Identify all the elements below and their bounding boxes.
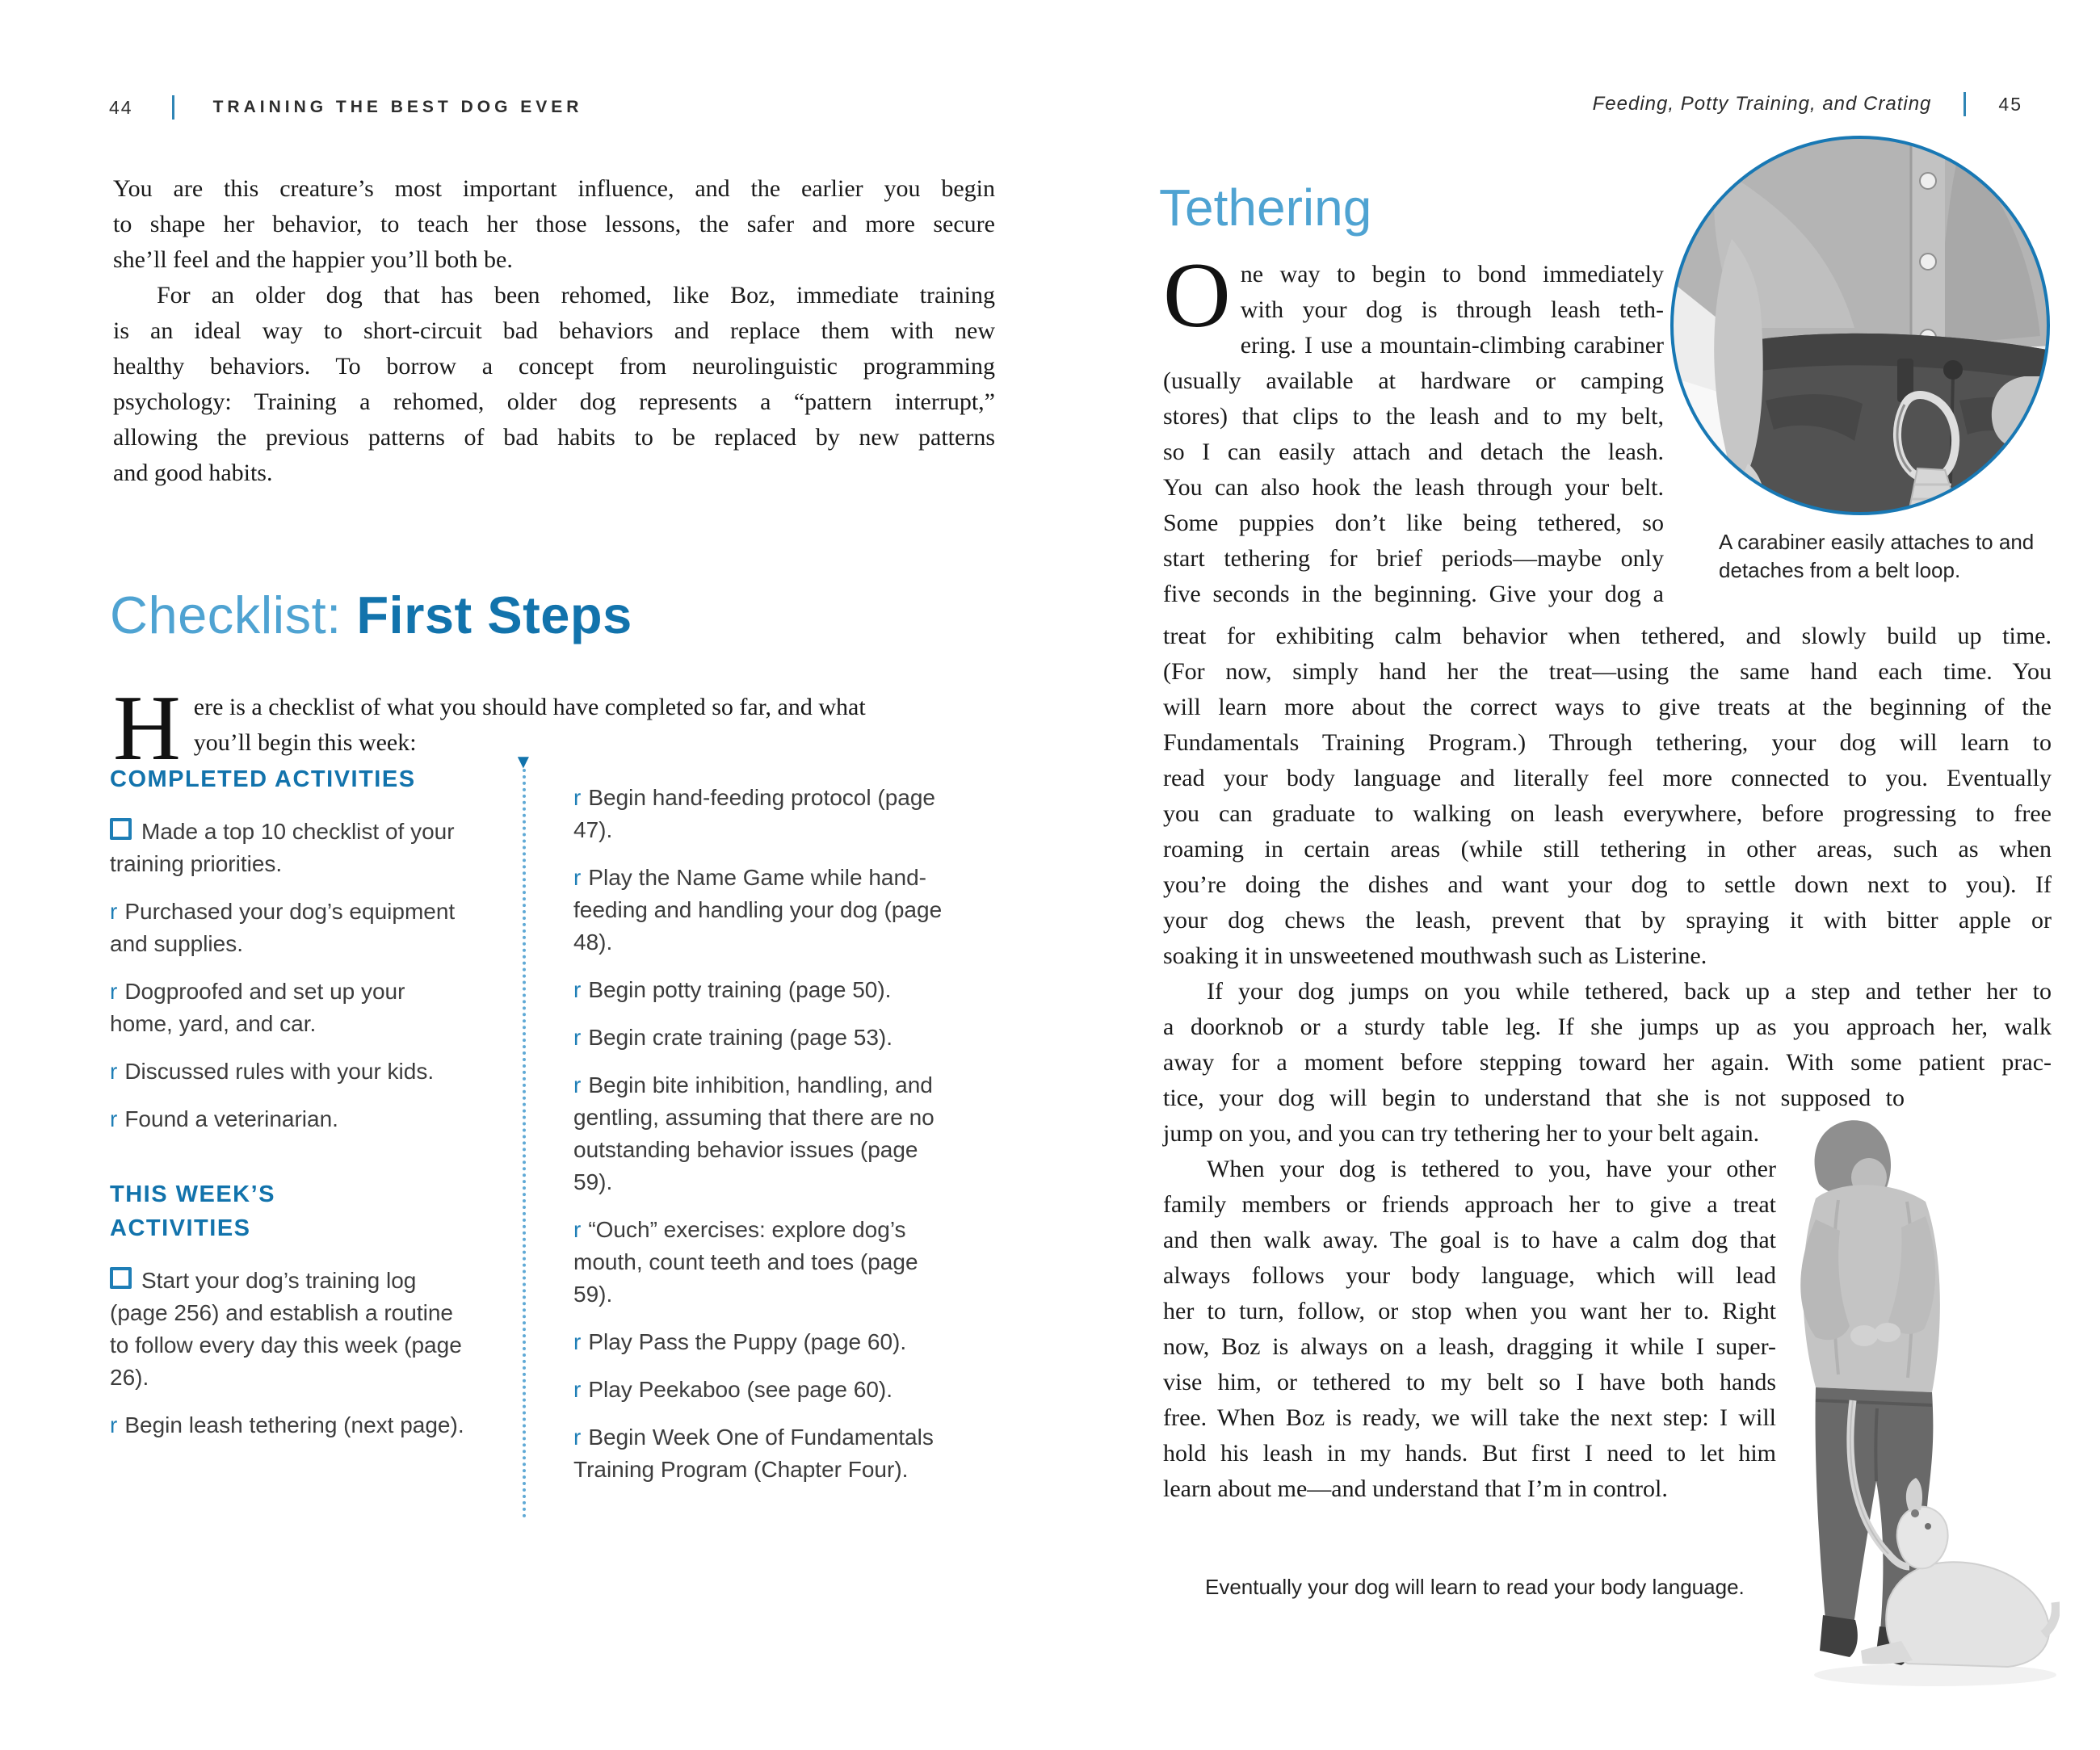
text-line: you’re doing the dishes and want your dog to settle down next to you). If xyxy=(1163,871,2052,898)
text-line: treat for exhibiting calm behavior when tethered, and slowly build up time. xyxy=(1163,623,2052,649)
text-line: family members or friends approach her to give a treat xyxy=(1163,1191,1776,1218)
checklist-item xyxy=(573,1421,956,1486)
checklist-item-text: “Ouch” exercises: explore dog’s mouth, count teeth and toes (page 59). xyxy=(573,1217,918,1307)
text-line: her to turn, follow, or stop when you want her to. Right xyxy=(1163,1298,1776,1324)
checklist-item-text: Play Peekaboo (see page 60). xyxy=(588,1377,893,1402)
heading-kicker: Checklist: xyxy=(110,585,342,644)
tethering-section-heading: Tethering xyxy=(1159,178,1372,237)
completed-activities-list xyxy=(110,816,470,1135)
text-line: hold his leash in my hands. But first I need to let him xyxy=(1163,1440,1776,1467)
checklist-item-text: Play Pass the Puppy (page 60). xyxy=(588,1329,907,1354)
text-line: you can graduate to walking on leash everywhere, before progressing to free xyxy=(1163,800,2052,827)
text-line: to shape her behavior, to teach her those lessons, the safer and more secure xyxy=(113,211,995,237)
text-line: allowing the previous patterns of bad habits to be replaced by new patterns xyxy=(113,424,995,451)
checklist-item-text: Begin Week One of Fundamentals Training Program (Chapter Four). xyxy=(573,1425,934,1482)
text-line: THIS WEEK’S xyxy=(110,1181,276,1207)
checklist-bullet-icon: r xyxy=(573,785,582,810)
text-line: vise him, or tethered to my belt so I have both hands xyxy=(1163,1369,1776,1395)
right-running-head: Feeding, Potty Training, and Crating xyxy=(1592,93,1932,115)
checklist-bullet-icon: r xyxy=(110,1059,118,1084)
text-line: with your dog is through leash teth- xyxy=(1240,296,1664,323)
text-line: ere is a checklist of what you should have completed so far, and what xyxy=(193,694,866,720)
text-line: learn about me—and understand that I’m in control. xyxy=(1163,1475,1668,1502)
header-divider-bar xyxy=(172,95,174,120)
text-line: roaming in certain areas (while still tethering in other areas, such as when xyxy=(1163,836,2052,862)
checklist-item-text: Begin crate training (page 53). xyxy=(588,1025,893,1050)
paragraph xyxy=(1163,244,1664,612)
checklist-item xyxy=(573,862,956,959)
text-line: psychology: Training a rehomed, older dog represents a “pattern interrupt,” xyxy=(113,388,995,415)
text-line: If your dog jumps on you while tethered, back up a step and tether her to xyxy=(1207,978,2052,1005)
checklist-bullet-icon: r xyxy=(573,1072,582,1097)
checklist-bullet-icon: r xyxy=(573,1217,582,1242)
checklist-item xyxy=(110,1265,470,1394)
checklist-item xyxy=(573,1374,956,1406)
checklist-item xyxy=(110,1409,470,1442)
text-line: stores) that clips to the leash and to my belt, xyxy=(1163,403,1664,430)
text-line: so I can easily attach and detach the leash. xyxy=(1163,439,1664,465)
checklist-item xyxy=(110,816,470,880)
text-line: will learn more about the correct ways to give treats at the beginning of the xyxy=(1163,694,2052,720)
checklist-bullet-icon: r xyxy=(573,865,582,890)
text-line: you’ll begin this week: xyxy=(193,729,417,756)
text-line: For an older dog that has been rehomed, like Boz, immediate training xyxy=(157,282,995,308)
checklist-item xyxy=(573,1214,956,1311)
checklist-item xyxy=(110,976,470,1040)
checklist-item xyxy=(573,1326,956,1358)
checklist-right-column xyxy=(573,782,956,1501)
text-line: free. When Boz is ready, we will take the next step: I will xyxy=(1163,1404,1776,1431)
left-page-number: 44 xyxy=(109,96,133,118)
paragraph xyxy=(113,690,995,761)
paragraph xyxy=(113,278,995,491)
text-line: When your dog is tethered to you, have your other xyxy=(1207,1156,1776,1182)
checklist-item-text: Dogproofed and set up your home, yard, and car. xyxy=(110,979,405,1036)
paragraph xyxy=(113,171,995,278)
this-weeks-activities-heading xyxy=(110,1177,470,1245)
this-weeks-activities-list xyxy=(110,1265,470,1442)
checklist-bullet-icon: r xyxy=(110,979,118,1004)
left-intro-paragraphs xyxy=(113,171,995,491)
divider-triangle-icon: ▼ xyxy=(514,751,533,773)
checklist-item-text: Begin leash tethering (next page). xyxy=(124,1412,464,1437)
checklist-item-text: Play the Name Game while hand-feeding and handling your dog (page 48). xyxy=(573,865,943,955)
checklist-column-divider xyxy=(514,751,533,1518)
checklist-item xyxy=(110,1103,470,1135)
left-page-header xyxy=(109,95,582,120)
text-line: your dog chews the leash, prevent that by spraying it with bitter apple or xyxy=(1163,907,2052,934)
checklist-item-text: Begin potty training (page 50). xyxy=(588,977,892,1002)
checklist-item xyxy=(573,1069,956,1198)
checklist-item xyxy=(573,782,956,846)
checklist-item xyxy=(110,896,470,960)
header-divider-bar xyxy=(1964,92,1966,116)
text-line: tice, your dog will begin to understand that she is not supposed to xyxy=(1163,1085,1905,1111)
bottom-photo-caption: Eventually your dog will learn to read your body language. xyxy=(1205,1575,1745,1599)
text-line: and good habits. xyxy=(113,460,273,486)
text-line: (usually available at hardware or camping xyxy=(1163,367,1664,394)
text-line: start tethering for brief periods—maybe only xyxy=(1163,545,1664,572)
tethering-paragraph-1 xyxy=(1163,244,1664,612)
right-page-number: 45 xyxy=(1998,93,2022,115)
text-line: and then walk away. The goal is to have a calm dog that xyxy=(1163,1227,1776,1253)
checklist-bullet-icon: r xyxy=(110,1106,118,1131)
text-line: Some puppies don’t like being tethered, so xyxy=(1163,510,1664,536)
checklist-item-text: Found a veterinarian. xyxy=(124,1106,338,1131)
checklist-bullet-icon: r xyxy=(573,1377,582,1402)
text-line: away for a moment before stepping toward her again. With some patient prac- xyxy=(1163,1049,2052,1076)
completed-activities-heading: COMPLETED ACTIVITIES xyxy=(110,766,416,792)
checklist-bullet-icon: r xyxy=(573,1329,582,1354)
text-line: read your body language and literally feel more connected to you. Eventually xyxy=(1163,765,2052,791)
dropcap-o: O xyxy=(1163,244,1231,347)
carabiner-belt-photo xyxy=(1669,134,2052,517)
tethering-paragraph-narrow-width xyxy=(1163,1152,1776,1507)
checklist-left-column xyxy=(110,762,470,1457)
tethering-paragraph-full-width xyxy=(1163,619,2052,1081)
checklist-bullet-icon: r xyxy=(573,1025,582,1050)
text-line: always follows your body language, which will lead xyxy=(1163,1262,1776,1289)
text-line: jump on you, and you can try tethering her to your belt again. xyxy=(1163,1120,1760,1147)
text-line: soaking it in unsweetened mouthwash such as Listerine. xyxy=(1163,942,1707,969)
text-line: You can also hook the leash through your belt. xyxy=(1163,474,1664,501)
text-line: ne way to begin to bond immediately xyxy=(1240,261,1664,287)
checklist-item xyxy=(110,1055,470,1088)
text-line: Fundamentals Training Program.) Through tethering, your dog will learn to xyxy=(1163,729,2052,756)
text-line: a doorknob or a sturdy table leg. If she jumps up as you approach her, walk xyxy=(1163,1013,2052,1040)
carabiner-photo-caption: A carabiner easily attaches to and detaches from a belt loop. xyxy=(1719,530,2035,582)
checklist-section-heading xyxy=(110,585,632,645)
checklist-item-text: Discussed rules with your kids. xyxy=(124,1059,435,1084)
checklist-item-text: Begin hand-feeding protocol (page 47). xyxy=(573,785,935,842)
text-line: healthy behaviors. To borrow a concept from neurolinguistic programming xyxy=(113,353,995,380)
checklist-bullet-icon: r xyxy=(110,1412,118,1437)
text-line: (For now, simply hand her the treat—using the same hand each time. You xyxy=(1163,658,2052,685)
left-running-head: TRAINING THE BEST DOG EVER xyxy=(212,98,583,116)
text-line: ACTIVITIES xyxy=(110,1215,251,1241)
checklist-bullet-icon xyxy=(110,818,132,840)
checklist-bullet-icon xyxy=(110,1267,132,1289)
text-line: now, Boz is always on a leash, dragging it while I super- xyxy=(1163,1333,1776,1360)
checklist-item xyxy=(573,1022,956,1054)
woman-and-dog-photo xyxy=(1741,1116,2060,1693)
checklist-bullet-icon: r xyxy=(573,1425,582,1450)
text-line: five seconds in the beginning. Give your dog a xyxy=(1163,581,1664,607)
text-line: You are this creature’s most important influence, and the earlier you begin xyxy=(113,175,995,202)
checklist-bullet-icon: r xyxy=(110,899,118,924)
checklist-item xyxy=(573,974,956,1006)
text-line: is an ideal way to short-circuit bad behaviors and replace them with new xyxy=(113,317,995,344)
heading-title: First Steps xyxy=(356,585,632,644)
text-line: she’ll feel and the happier you’ll both be. xyxy=(113,246,513,273)
checklist-bullet-icon: r xyxy=(573,977,582,1002)
checklist-item-text: Purchased your dog’s equipment and supplies. xyxy=(110,899,456,956)
checklist-item-text: Start your dog’s training log (page 256) and establish a routine to follow every day this week (page 26). xyxy=(110,1268,462,1390)
checklist-item-text: Begin bite inhibition, handling, and gentling, assuming that there are no outstanding behavior issues (page 59). xyxy=(573,1072,934,1194)
right-page-header xyxy=(1483,92,2022,116)
dropcap-h: H xyxy=(113,677,181,780)
checklist-item-text: Made a top 10 checklist of your training priorities. xyxy=(110,819,455,876)
text-line: ering. I use a mountain-climbing carabiner xyxy=(1240,332,1664,359)
